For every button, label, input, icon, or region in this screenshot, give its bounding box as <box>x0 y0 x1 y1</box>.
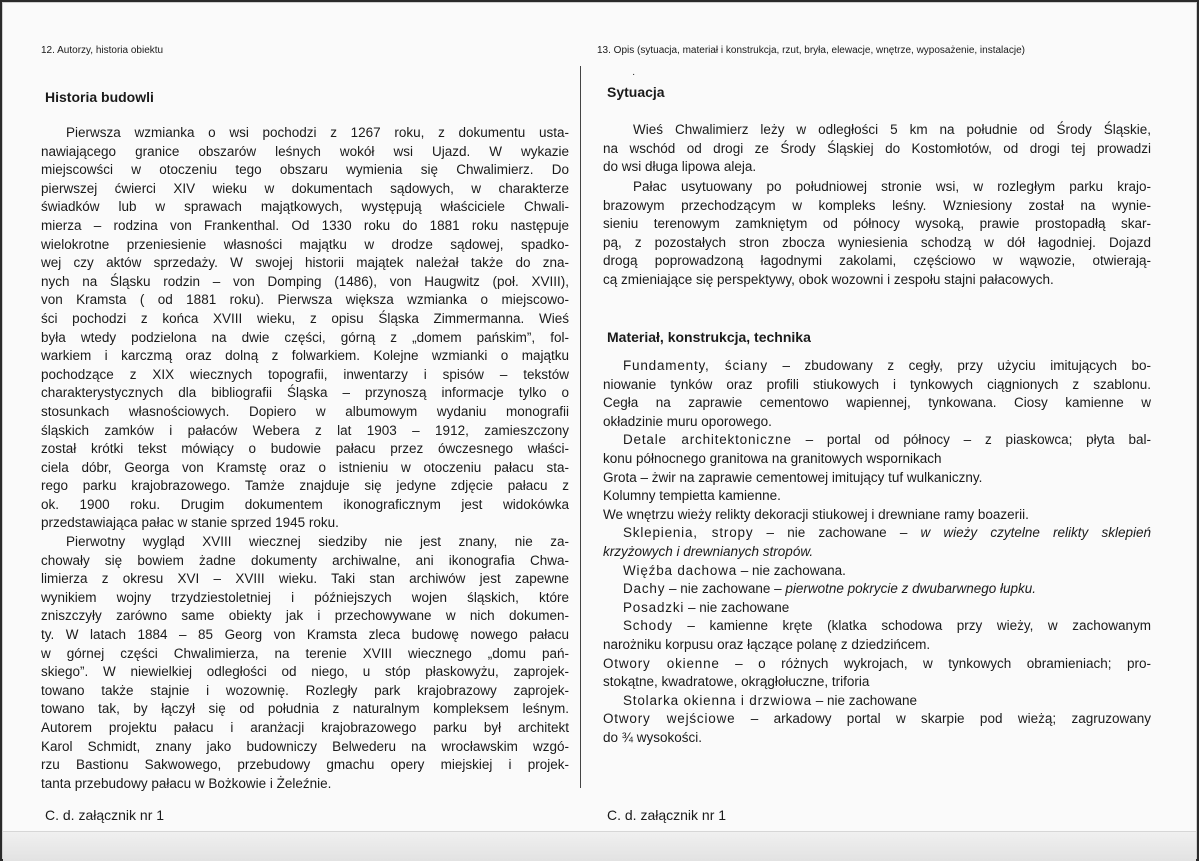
text-line: przedstawiająca pałac w stanie sprzed 1945 roku. <box>41 515 339 531</box>
text-line: w górnej części Chwalimierza, na terenie XVIII wiecznego „domu pań- <box>41 645 569 661</box>
term-label: Detale architektoniczne <box>623 432 792 448</box>
text-line <box>603 357 1151 376</box>
term-label: Więźba dachowa <box>623 562 738 578</box>
text-line: tanta przebudowy pałacu w Bożkowie i Żeleźnie. <box>41 775 332 791</box>
text-line: towano tak, by łączył się od południa z naturalnym kompleksem leśnym. <box>41 701 569 717</box>
running-head-right: 13. Opis (sytuacja, materiał i konstrukcja, rzut, bryła, elewacje, wnętrze, wyposażenie, instalacje) <box>597 45 1025 56</box>
term-description: – nie zachowane <box>811 692 918 708</box>
text-line <box>603 562 1151 581</box>
term-label: Sklepienia, stropy <box>623 525 754 541</box>
term-description: – o różnych wykrojach, w tynkowych obramieniach; pro- <box>719 655 1151 671</box>
text-line <box>603 599 1151 618</box>
text-line: sieniu terenowym zamkniętym od północy wysoką, prawie prostopadłą skar- <box>603 216 1151 232</box>
text-line: nych na Śląsku rodzin – von Domping (1486), von Haugwitz (poł. XVIII), <box>41 273 569 289</box>
text-line: świadków lub w sprawach majątkowych, występują właściciele Chwali- <box>41 199 569 215</box>
text-line: von Kramsta ( od 1881 roku). Pierwsza większa wzmianka o miejscowo- <box>41 292 569 308</box>
text-line: Grota – żwir na zaprawie cementowej imitujący tuf wulkaniczny. <box>603 469 983 485</box>
text-line: była wtedy podzielona na dwie części, górną z „domem pańskim”, fol- <box>41 329 569 345</box>
term-label: Otwory wejściowe <box>603 711 736 727</box>
heading-material-konstrukcja: Materiał, konstrukcja, technika <box>607 329 811 345</box>
term-description: – kamienne kręte (klatka schodowa przy wieży, w zachowanym <box>672 618 1151 634</box>
text-line <box>603 692 1151 711</box>
text-line: warkiem i karczmą oraz dolną z folwarkiem. Kolejne wzmianki o majątku <box>41 348 569 364</box>
text-line: rzu Bastionu Sakwowego, przebudowy gmachu opery miejskiej i projek- <box>41 757 569 773</box>
text-line: skiego”. W niewielkiej odległości od niego, u stóp płaskowyżu, zaprojek- <box>41 664 569 680</box>
text-line: ty. W latach 1884 – 85 Georg von Kramsta zleca budowę nowego pałacu <box>41 626 569 642</box>
term-label: Otwory okienne <box>603 655 720 671</box>
history-paragraph-2 <box>41 533 569 793</box>
history-paragraph-1 <box>41 124 569 533</box>
text-line: narożniku korpusu oraz łączące polanę z dziedzińcem. <box>603 636 931 652</box>
text-line: drogą poprowadzoną łagodnymi zakolami, częściowo w wąwozie, otwierają- <box>603 253 1151 269</box>
text-line: został krótki tekst mówiący o budowie pałacu przez ówczesnego właści- <box>41 441 569 457</box>
term-label: Fundamenty, ściany <box>623 358 768 373</box>
text-line: limierza z okresu XVI – XVIII wieku. Taki stan archiwów jest zapewne <box>41 571 569 587</box>
text-line: rego parku krajobrazowego. Tamże znajduje się jedyne zdjęcie pałacu z <box>41 478 569 494</box>
term-description: – zbudowany z cegły, przy użyciu imitujących bo- <box>767 358 1151 373</box>
text-line: konu północnego granitowa na granitowych wspornikach <box>603 450 942 466</box>
term-label: Dachy <box>623 581 666 597</box>
material-construction-list <box>603 357 1151 747</box>
text-line: Kolumny tempietta kamienne. <box>603 488 781 504</box>
text-line: Autorem projektu pałacu i aranżacji krajobrazowego parku był architekt <box>41 719 569 735</box>
heading-historia-budowli: Historia budowli <box>45 89 154 105</box>
term-description: – portal od północy – z piaskowca; płyta bal- <box>791 432 1151 448</box>
term-label: Schody <box>623 618 673 634</box>
text-line: do wsi długa lipowa aleja. <box>603 159 757 175</box>
text-line: wielokrotne przeniesienie własności majątku w drodze sądowej, spadko- <box>41 236 569 252</box>
term-description: – nie zachowane – <box>753 525 921 541</box>
situation-paragraph-2 <box>603 178 1151 290</box>
text-line: okładzinie muru oporowego. <box>603 413 772 429</box>
text-line: ok. 1900 roku. Drugim dokumentem ikonograficznym jest widokówka <box>41 496 569 512</box>
text-line: We wnętrzu wieży relikty dekoracji stiukowej i drewniane ramy boazerii. <box>603 506 1029 522</box>
situation-paragraph-1 <box>603 121 1151 177</box>
text-line: niowanie tynków oraz profili stiukowych i tynkowych ciągnionych z szablonu. <box>603 376 1151 392</box>
term-italic-note: pierwotne pokrycie z dwubarwnego łupku. <box>785 581 1036 597</box>
text-line: pą, z pozostałych stron zbocza wyniesienia schodzą w dół łagodniej. Dojazd <box>603 234 1151 250</box>
text-line <box>603 431 1151 450</box>
text-line: wej czy aktów sprzedaży. W swojej historii majątek należał także do zna- <box>41 255 569 271</box>
text-line: Pałac usytuowany po południowej stronie wsi, w rozległym parku krajo- <box>633 179 1151 194</box>
column-divider <box>580 66 581 788</box>
heading-sytuacja: Sytuacja <box>607 84 665 100</box>
text-line <box>603 524 1151 543</box>
text-line <box>603 655 1151 674</box>
text-line: brazowym przechodzącym w kompleks leśny. Wzniesiony został na wynie- <box>603 197 1151 213</box>
text-line: pierwszej ćwierci XIV wieku w dokumentach sądowych, w charakterze <box>41 180 569 196</box>
term-description: – nie zachowana. <box>737 562 846 578</box>
text-line: cą zmieniające się perspektywy, obok wozowni i zespołu stajni pałacowych. <box>603 271 1054 287</box>
text-line: krzyżowych i drewnianych stropów. <box>603 543 814 559</box>
term-italic-note: w wieży czytelne relikty sklepień <box>920 525 1151 541</box>
document-scan <box>2 2 1197 859</box>
text-line: stokątne, kwadratowe, okrągłołuczne, triforia <box>603 674 870 690</box>
text-line: zniszczyły zarówno same obiekty jak i przechowywane w nich dokumen- <box>41 608 569 624</box>
stray-mark: · <box>632 69 636 80</box>
text-line: Pierwsza wzmianka o wsi pochodzi z 1267 roku, z dokumentu usta- <box>66 125 569 140</box>
footer-left: C. d. załącznik nr 1 <box>45 807 165 823</box>
text-line: stosunkach własnościowych. Dopiero w albumowym wydaniu monografii <box>41 403 569 419</box>
text-line: ści pochodzi z końca XVIII wieku, z opisu Śląska Zimmermanna. Wieś <box>41 310 569 326</box>
text-line: chowały się bowiem żadne dokumenty archiwalne, ani ikonografia Chwa- <box>41 552 569 568</box>
text-line: śląskich zamków i pałaców Webera z lat 1903 – 1912, zamieszczony <box>41 422 569 438</box>
running-head-left: 12. Autorzy, historia obiektu <box>41 45 164 56</box>
text-line: Cegła na zaprawie cementowo wapiennej, tynkowana. Ciosy kamienne w <box>603 395 1151 411</box>
text-line: Karol Schmidt, znany jako budowniczy Belwederu na wrocławskim wzgó- <box>41 738 569 754</box>
text-line: mierza – rodzina von Frankenthal. Od 1330 roku do 1881 roku następuje <box>41 217 569 233</box>
term-label: Posadzki <box>623 599 685 615</box>
text-line <box>603 617 1151 636</box>
term-label: Stolarka okienna i drzwiowa <box>623 692 812 708</box>
text-line: do ¾ wysokości. <box>603 729 703 745</box>
text-line: miejscowści w otoczeniu tego obszaru wymienia się Chwalimierz. Do <box>41 162 569 178</box>
text-line: Wieś Chwalimierz leży w odległości 5 km na południe od Środy Śląskie, <box>633 122 1151 137</box>
text-line: Pierwotny wygląd XVIII wiecznej siedziby nie jest znany, nie za- <box>66 534 569 549</box>
footer-right: C. d. załącznik nr 1 <box>607 807 727 823</box>
text-line <box>603 710 1151 729</box>
term-description: – arkadowy portal w skarpie pod wieżą; zagruzowany <box>735 711 1151 727</box>
text-line: ciela dóbr, Georga von Kramstę oraz o istnieniu w otoczeniu pałacu sta- <box>41 459 569 475</box>
text-line: nawiającego granice obszarów leśnych wokół wsi Ujazd. W wykazie <box>41 143 569 159</box>
term-description: – nie zachowane – <box>665 581 786 597</box>
text-line: pochodzące z XIX wiecznych topografii, inwentarzy i spisów – tekstów <box>41 366 569 382</box>
text-line: towano także stajnie i wozownię. Rozległy park krajobrazowy zaprojek- <box>41 682 569 698</box>
text-line: wynikiem wojny trzydziestoletniej i późniejszych wojen śląskich, które <box>41 589 569 605</box>
text-line <box>603 580 1151 599</box>
text-line: na wschód od drogi ze Środy Śląskiej do Kostomłotów, od drogi tej prowadzi <box>603 140 1151 156</box>
text-line: charakterystycznych dla bibliografii Śląska – przynoszą informacje tylko o <box>41 385 569 401</box>
term-description: – nie zachowane <box>684 599 790 615</box>
